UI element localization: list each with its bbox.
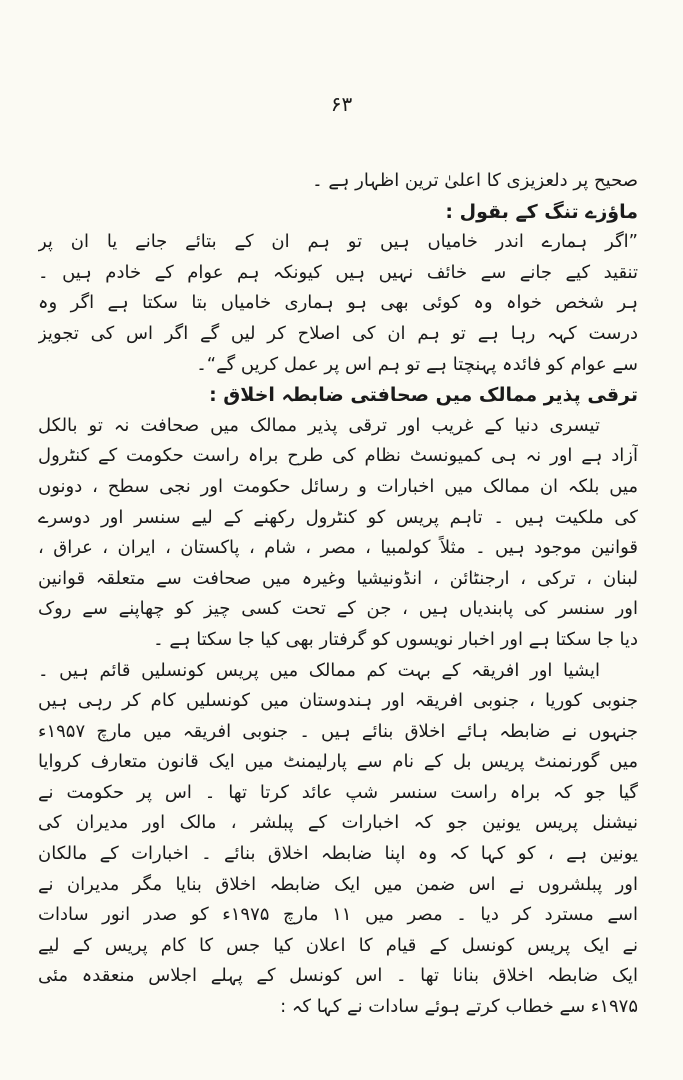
text-line: لبنان ، ترکی ، ارجنٹائن ، انڈونیشیا وغیرہ میں صحافت سے متعلقہ قوانین xyxy=(38,567,638,589)
text-line: ہر شخص خواہ وہ کوئی بھی ہو ہماری خامیاں بتا سکتا ہے اگر وہ xyxy=(38,292,638,314)
text-line: ”اگر ہمارے اندر خامیاں ہیں تو ہم ان کے بتائے جانے یا ان پر xyxy=(38,231,638,253)
text-line: نے ایک پریس کونسل کے قیام کا اعلان کیا جس کا کام پریس کے لیے xyxy=(38,934,638,956)
text-line: نیشنل پریس یونین جو کہ اخبارات کے پبلشر ، مالک اور مدیران کی xyxy=(38,812,638,834)
text-line: تیسری دنیا کے غریب اور ترقی پذیر ممالک میں صحافت نہ تو بالکل xyxy=(38,414,600,436)
text-line: ۱۹۷۵ء سے خطاب کرتے ہوئے سادات نے کہا کہ : xyxy=(280,996,638,1018)
text-line: دیا جا سکتا ہے اور اخبار نویسوں کو گرفتار بھی کیا جا سکتا ہے ۔ xyxy=(153,628,638,650)
text-line: درست کہہ رہا ہے تو ہم ان کی اصلاح کر لیں گے اگر اس کی تجویز xyxy=(38,322,638,344)
page-text xyxy=(38,166,638,1023)
text-line: گیا جو کہ براہ راست سنسر شپ عائد کرتا تھا ۔ اس پر حکومت نے xyxy=(38,781,638,803)
text-line: اور سنسر کی پابندیاں ہیں ، جن کے تحت کسی چیز کو چھاپنے سے روک xyxy=(38,598,638,620)
text-line: آزاد ہے اور نہ ہی کمیونسٹ نظام کی طرح براہ راست حکومت کے کنٹرول xyxy=(38,445,638,467)
text-line: تنقید کیے جانے سے خائف نہیں ہیں کیونکہ ہم عوام کے خادم ہیں ۔ xyxy=(38,261,638,283)
section-heading: ترقی پذیر ممالک میں صحافتی ضابطہ اخلاق : xyxy=(209,384,638,407)
text-line: سے عوام کو فائدہ پہنچتا ہے تو ہم اس پر عمل کریں گے“۔ xyxy=(196,353,638,375)
page-number: ۶۳ xyxy=(330,92,353,116)
text-line: اسے مسترد کر دیا ۔ مصر میں ۱۱ مارچ ۱۹۷۵ء کو صدر انور سادات xyxy=(38,904,638,926)
text-line: میں بلکہ ان ممالک میں اخبارات و رسائل حکومت اور نجی سطح ، دونوں xyxy=(38,475,638,497)
text-line: کی ملکیت ہیں ۔ تاہم پریس کو کنٹرول رکھنے کے لیے سنسر اور دوسرے xyxy=(38,506,638,528)
text-line: جنوبی کوریا ، جنوبی افریقہ اور ہندوستان میں کونسلیں کام کر رہی ہیں xyxy=(38,690,638,712)
text-line: جنہوں نے ضابطہ ہائے اخلاق بنائے ہیں ۔ جنوبی افریقہ میں مارچ ۱۹۵۷ء xyxy=(38,720,638,742)
text-line: ایشیا اور افریقہ کے بہت کم ممالک میں پریس کونسلیں قائم ہیں ۔ xyxy=(38,659,600,681)
text-line: اور پبلشروں نے اس ضمن میں ایک ضابطہ اخلاق بنایا مگر مدیران نے xyxy=(38,873,638,895)
text-line: یونین ہے ، کو کہا کہ وہ اپنا ضابطہ اخلاق بنائے ۔ اخبارات کے مالکان xyxy=(38,843,638,865)
text-line: صحیح پر دلعزیزی کا اعلیٰ ترین اظہار ہے ۔ xyxy=(312,170,638,191)
section-heading: ماؤزے تنگ کے بقول : xyxy=(445,200,638,223)
text-line: قوانین موجود ہیں ۔ مثلاً کولمبیا ، مصر ، شام ، پاکستان ، ایران ، عراق ، xyxy=(38,537,638,559)
text-line: ایک ضابطہ اخلاق بنانا تھا ۔ اس کونسل کے پہلے اجلاس منعقدہ مئی xyxy=(38,965,638,987)
text-line: میں گورنمنٹ پریس بل کے نام سے پارلیمنٹ میں ایک قانون متعارف کروایا xyxy=(38,751,638,773)
